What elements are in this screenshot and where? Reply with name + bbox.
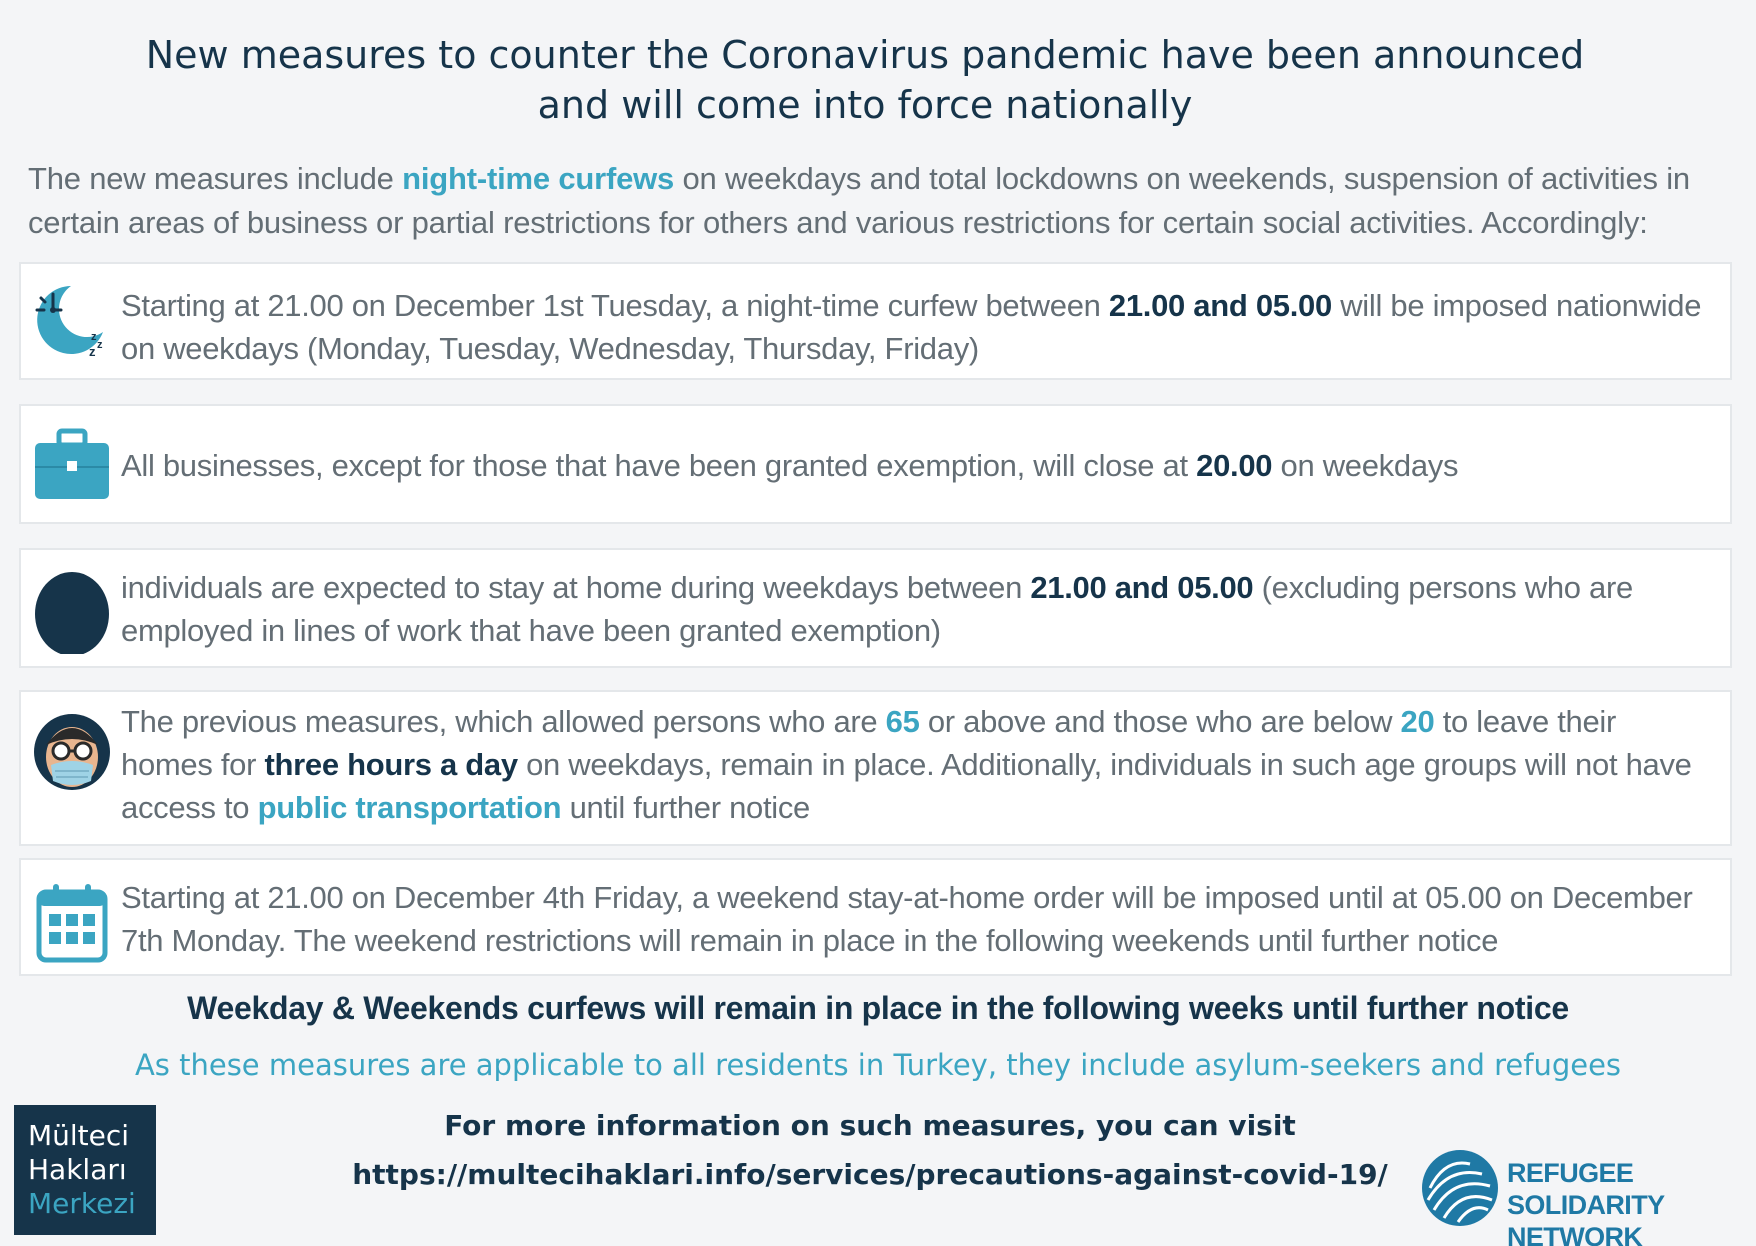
measure-text-p1: The previous measures, which allowed persons who are [121,704,886,739]
measure-text [121,284,1710,370]
intro-highlight: night-time curfews [402,161,675,196]
measure-text-p3: to leave their homes for [121,704,1617,782]
measure-text: Starting at 21.00 on December 4th Friday, a weekend stay-at-home order will be imposed until at 05.00 on December 7th Monday. The weekend restrictions will remain in place in the following weekends until further notice [121,880,1693,958]
measure-text-p5: until further notice [561,790,810,825]
measure-card-weekend-order [19,858,1732,976]
refugee-solidarity-network-logo [1507,1157,1747,1246]
measure-text-after: on weekdays [1272,448,1459,483]
intro-text-before: The new measures include [28,161,403,196]
measure-text [121,700,1710,829]
age-threshold-upper: 65 [885,704,920,739]
measure-time-range: 21.00 and 05.00 [1030,570,1254,605]
measure-text-before: All businesses, except for those that have been granted exemption, will close at [121,448,1197,483]
page-title [60,30,1670,130]
public-transport-highlight: public transportation [257,790,562,825]
svg-text:z: z [97,339,103,351]
measure-text-before: Starting at 21.00 on December 1st Tuesday, a night-time curfew between [121,288,1109,323]
measure-text-p2: or above and those who are below [919,704,1401,739]
mhm-logo-line-1: Mülteci [28,1119,130,1152]
more-info-text: For more information on such measures, you can visit [444,1109,1296,1142]
measure-card-stay-home-weekdays [19,548,1732,668]
mhm-logo-line-2: Hakları [28,1153,127,1186]
circle-icon [31,564,113,654]
age-threshold-lower: 20 [1400,704,1435,739]
svg-text:z: z [91,331,97,343]
masked-elder-icon [31,707,113,797]
briefcase-icon [31,423,113,513]
globe-swirl-icon [1420,1148,1500,1228]
measure-text [121,444,1710,487]
title-line-2: and will come into force nationally [537,83,1193,127]
measure-card-age-groups [19,690,1732,846]
measure-text [121,566,1710,652]
rsn-logo-line-1: REFUGEE SOLIDARITY [1507,1158,1665,1220]
allowed-hours: three hours a day [264,747,518,782]
multeci-haklari-merkezi-logo [14,1105,156,1235]
measure-text-before: individuals are expected to stay at home during weekdays between [121,570,1031,605]
rsn-logo-line-2: NETWORK [1507,1222,1643,1246]
measure-time-range: 21.00 and 05.00 [1108,288,1332,323]
info-url-link[interactable]: https://multecihaklari.info/services/precautions-against-covid-19/ [352,1158,1388,1191]
measure-text-after: will be imposed nationwide on weekdays (Monday, Tuesday, Wednesday, Thursday, Friday) [121,288,1702,366]
measure-text-after: (excluding persons who are employed in lines of work that have been granted exemption) [121,570,1633,648]
svg-text:z: z [89,344,96,359]
mhm-logo-line-3: Merkezi [28,1187,136,1220]
measure-text-p4: on weekdays, remain in place. Additionally, individuals in such age groups will not have access to [121,747,1692,825]
intro-text-after: on weekdays and total lockdowns on weekends, suspension of activities in certain areas of business or partial restrictions for others and various restrictions for certain social activities. Accordingly: [28,161,1690,240]
calendar-icon [31,880,113,970]
intro-paragraph [28,157,1728,245]
weekly-curfew-note: Weekday & Weekends curfews will remain in place in the following weeks until further notice [187,990,1569,1026]
measure-card-business-closing [19,404,1732,524]
night-clock-icon [31,280,113,370]
applicability-note: As these measures are applicable to all residents in Turkey, they include asylum-seekers and refugees [134,1048,1622,1082]
measure-card-night-curfew [19,262,1732,380]
title-line-1: New measures to counter the Coronavirus pandemic have been announced [145,33,1585,77]
measure-closing-time: 20.00 [1196,448,1273,483]
